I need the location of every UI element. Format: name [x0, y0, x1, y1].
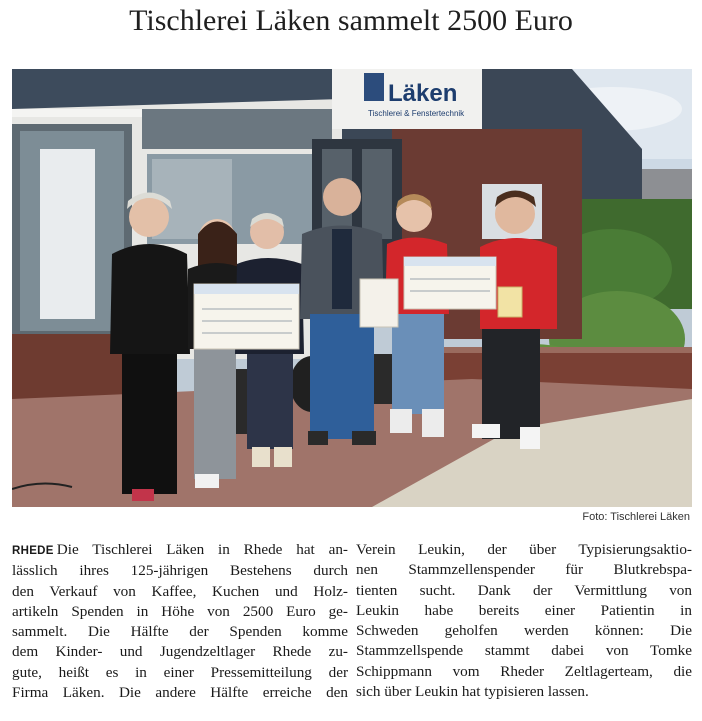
article-photo — [12, 69, 692, 507]
photo-illustration — [12, 69, 692, 507]
body-line: sammelt. Die Hälfte der Spenden komme — [12, 623, 348, 641]
body-line-text: Die Tischlerei Läken in Rhede hat an- — [56, 541, 348, 558]
article-column-2 — [356, 540, 692, 702]
photo-credit: Foto: Tischlerei Läken — [582, 511, 690, 523]
body-line: Verein Leukin, der über Typisierungsaktio- — [356, 541, 692, 558]
body-line: Schweden geholfen werden können: Die — [356, 622, 692, 640]
body-line: nen Stammzellenspender für Blutkrebspa- — [356, 561, 692, 579]
article-column-1 — [12, 540, 348, 703]
body-line: tienten sucht. Dank der Vermittlung von — [356, 581, 692, 599]
body-line: Schippmann vom Rheder Zeltlagerteam, die — [356, 662, 692, 680]
body-line — [12, 540, 348, 561]
headline: Tischlerei Läken sammelt 2500 Euro — [129, 4, 573, 37]
body-line: Leukin habe bereits einer Patientin in — [356, 601, 692, 619]
sign-text: Läken — [388, 80, 458, 107]
dateline: RHEDE — [12, 545, 54, 557]
body-line: den Verkauf von Kaffee, Kuchen und Holz- — [12, 582, 348, 600]
sign-subtext: Tischlerei & Fenstertechnik — [368, 109, 465, 118]
body-line: Stammzellspende stammt dabei von Tomke — [356, 642, 692, 660]
body-line: gute, heißt es in einer Pressemitteilung der — [12, 663, 348, 681]
body-line: artikeln Spenden in Höhe von 2500 Euro ge- — [12, 602, 348, 620]
body-line: sich über Leukin hat typisieren lassen. — [356, 683, 589, 701]
body-line: lässlich ihres 125-jährigen Bestehens durch — [12, 562, 348, 580]
body-line: dem Kinder- und Jugendzeltlager Rhede zu- — [12, 643, 348, 661]
body-line: Firma Läken. Die andere Hälfte erreiche den — [12, 684, 348, 702]
